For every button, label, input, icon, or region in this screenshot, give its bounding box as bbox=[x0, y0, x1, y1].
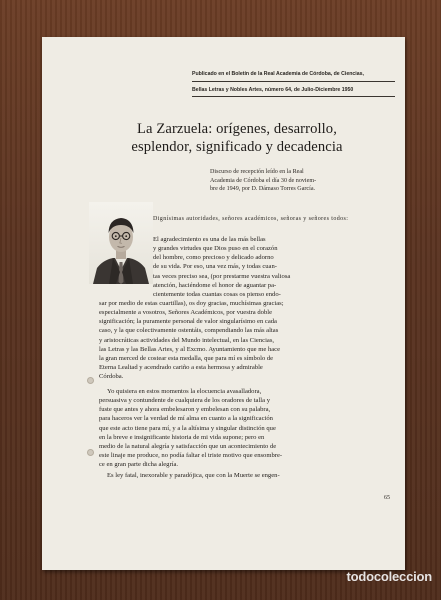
text-line: medio de la natural alegría y satisfacción que un acontecimiento de bbox=[99, 442, 277, 450]
header-rule-top bbox=[192, 81, 395, 82]
text-line: Córdoba. bbox=[99, 373, 124, 381]
subtitle-line: Academia de Córdoba el día 30 de noviem- bbox=[210, 177, 317, 184]
binding-hole-mark bbox=[87, 449, 94, 456]
text-line: que este acto tiene para mí, y a la altísima y singular distinción que bbox=[99, 424, 276, 432]
text-line: ce en gran parte dicha alegría. bbox=[99, 461, 179, 469]
text-line: Eterna Lealtad y acendrado cariño a esta hermosa y admirable bbox=[99, 364, 263, 372]
paragraph-2 bbox=[99, 387, 393, 469]
text-line: sar por medio de estas cuartillas), os doy gracias, muchísimas gracias; bbox=[99, 300, 284, 307]
text-line: especialmente a vosotros, Señores Académicos, por vuestra doble bbox=[99, 309, 273, 317]
text-line: las Letras y las Bellas Artes, y al Excmo. Ayuntamiento que me hace bbox=[99, 345, 281, 353]
text-line: la gran merced de costear esta medalla, que para mí es símbolo de bbox=[99, 354, 274, 362]
title-line-2: esplendor, significado y decadencia bbox=[131, 139, 343, 155]
text-line: en la breve e insignificante historia de mi vida supone; pero en bbox=[99, 433, 265, 441]
text-line: Yo quisiera en estos momentos la elocuencia avasalladora, bbox=[107, 388, 262, 395]
text-line: fuste que antes y ahora embelesaron y embelesan con su palabra, bbox=[99, 406, 271, 414]
text-line: El agradecimiento es una de las más bellas bbox=[153, 236, 266, 243]
text-line: significación; la puramente personal de valor singularísimo en cada bbox=[99, 318, 277, 326]
paragraph-1-continued bbox=[99, 299, 393, 381]
text-line: para haceros ver la verdad de mí alma en cuanto a la significación bbox=[99, 415, 273, 423]
speech-subtitle bbox=[210, 168, 395, 194]
text-line: caso, y la que colectivamente ostentáis, compendiando las más altas bbox=[99, 327, 279, 335]
portrait-image bbox=[89, 202, 153, 284]
page-number: 65 bbox=[384, 495, 390, 501]
text-line: cientemente todas cuantas cosas os pienso endo- bbox=[153, 290, 281, 298]
text-line: este linaje me produce, no podía faltar el triste motivo que ensombre- bbox=[99, 452, 283, 460]
text-line: persuasiva y contundente de cualquiera de los oradores de talla y bbox=[99, 397, 271, 405]
header-rule-bottom bbox=[192, 96, 395, 97]
subtitle-line: bre de 1949, por D. Dámaso Torres García. bbox=[210, 186, 316, 193]
binding-hole-mark bbox=[87, 377, 94, 384]
document-page bbox=[42, 37, 405, 570]
author-portrait-photo bbox=[89, 202, 153, 284]
title-line-1: La Zarzuela: orígenes, desarrollo, bbox=[137, 121, 337, 137]
document-title bbox=[92, 120, 382, 156]
text-line: de su vida. Por eso, una vez más, y todas cuan- bbox=[153, 263, 277, 271]
paragraph-3 bbox=[99, 471, 393, 480]
publication-note-line-2: Bellas Letras y Nobles Artes, número 64, de Julio-Diciembre 1950 bbox=[192, 87, 354, 93]
text-line: tas veces preciso sea, (por prestarme vuestra valiosa bbox=[153, 272, 291, 280]
text-line: y aristocráticas actividades del Mundo intelectual, en las Ciencias, bbox=[99, 336, 275, 344]
text-line: Es ley fatal, inexorable y paradójica, que con la Muerte se engen- bbox=[107, 472, 280, 479]
publication-note-line-1: Publicado en el Boletín de la Real Academia de Córdoba, de Ciencias, bbox=[192, 71, 364, 77]
site-watermark: todocoleccion bbox=[346, 569, 432, 584]
subtitle-line: Discurso de recepción leído en la Real bbox=[210, 169, 304, 175]
text-line: atención, haciéndome el honor de aguantar pa- bbox=[153, 281, 277, 289]
paragraph-1-beside-photo bbox=[153, 235, 393, 299]
salutation: Dignísimas autoridades, señores académicos, señoras y señores todos: bbox=[153, 216, 349, 222]
text-line: y grandes virtudes que Dios puso en el corazón bbox=[153, 245, 278, 253]
text-line: del hombre, como precioso y delicado adorno bbox=[153, 254, 274, 262]
